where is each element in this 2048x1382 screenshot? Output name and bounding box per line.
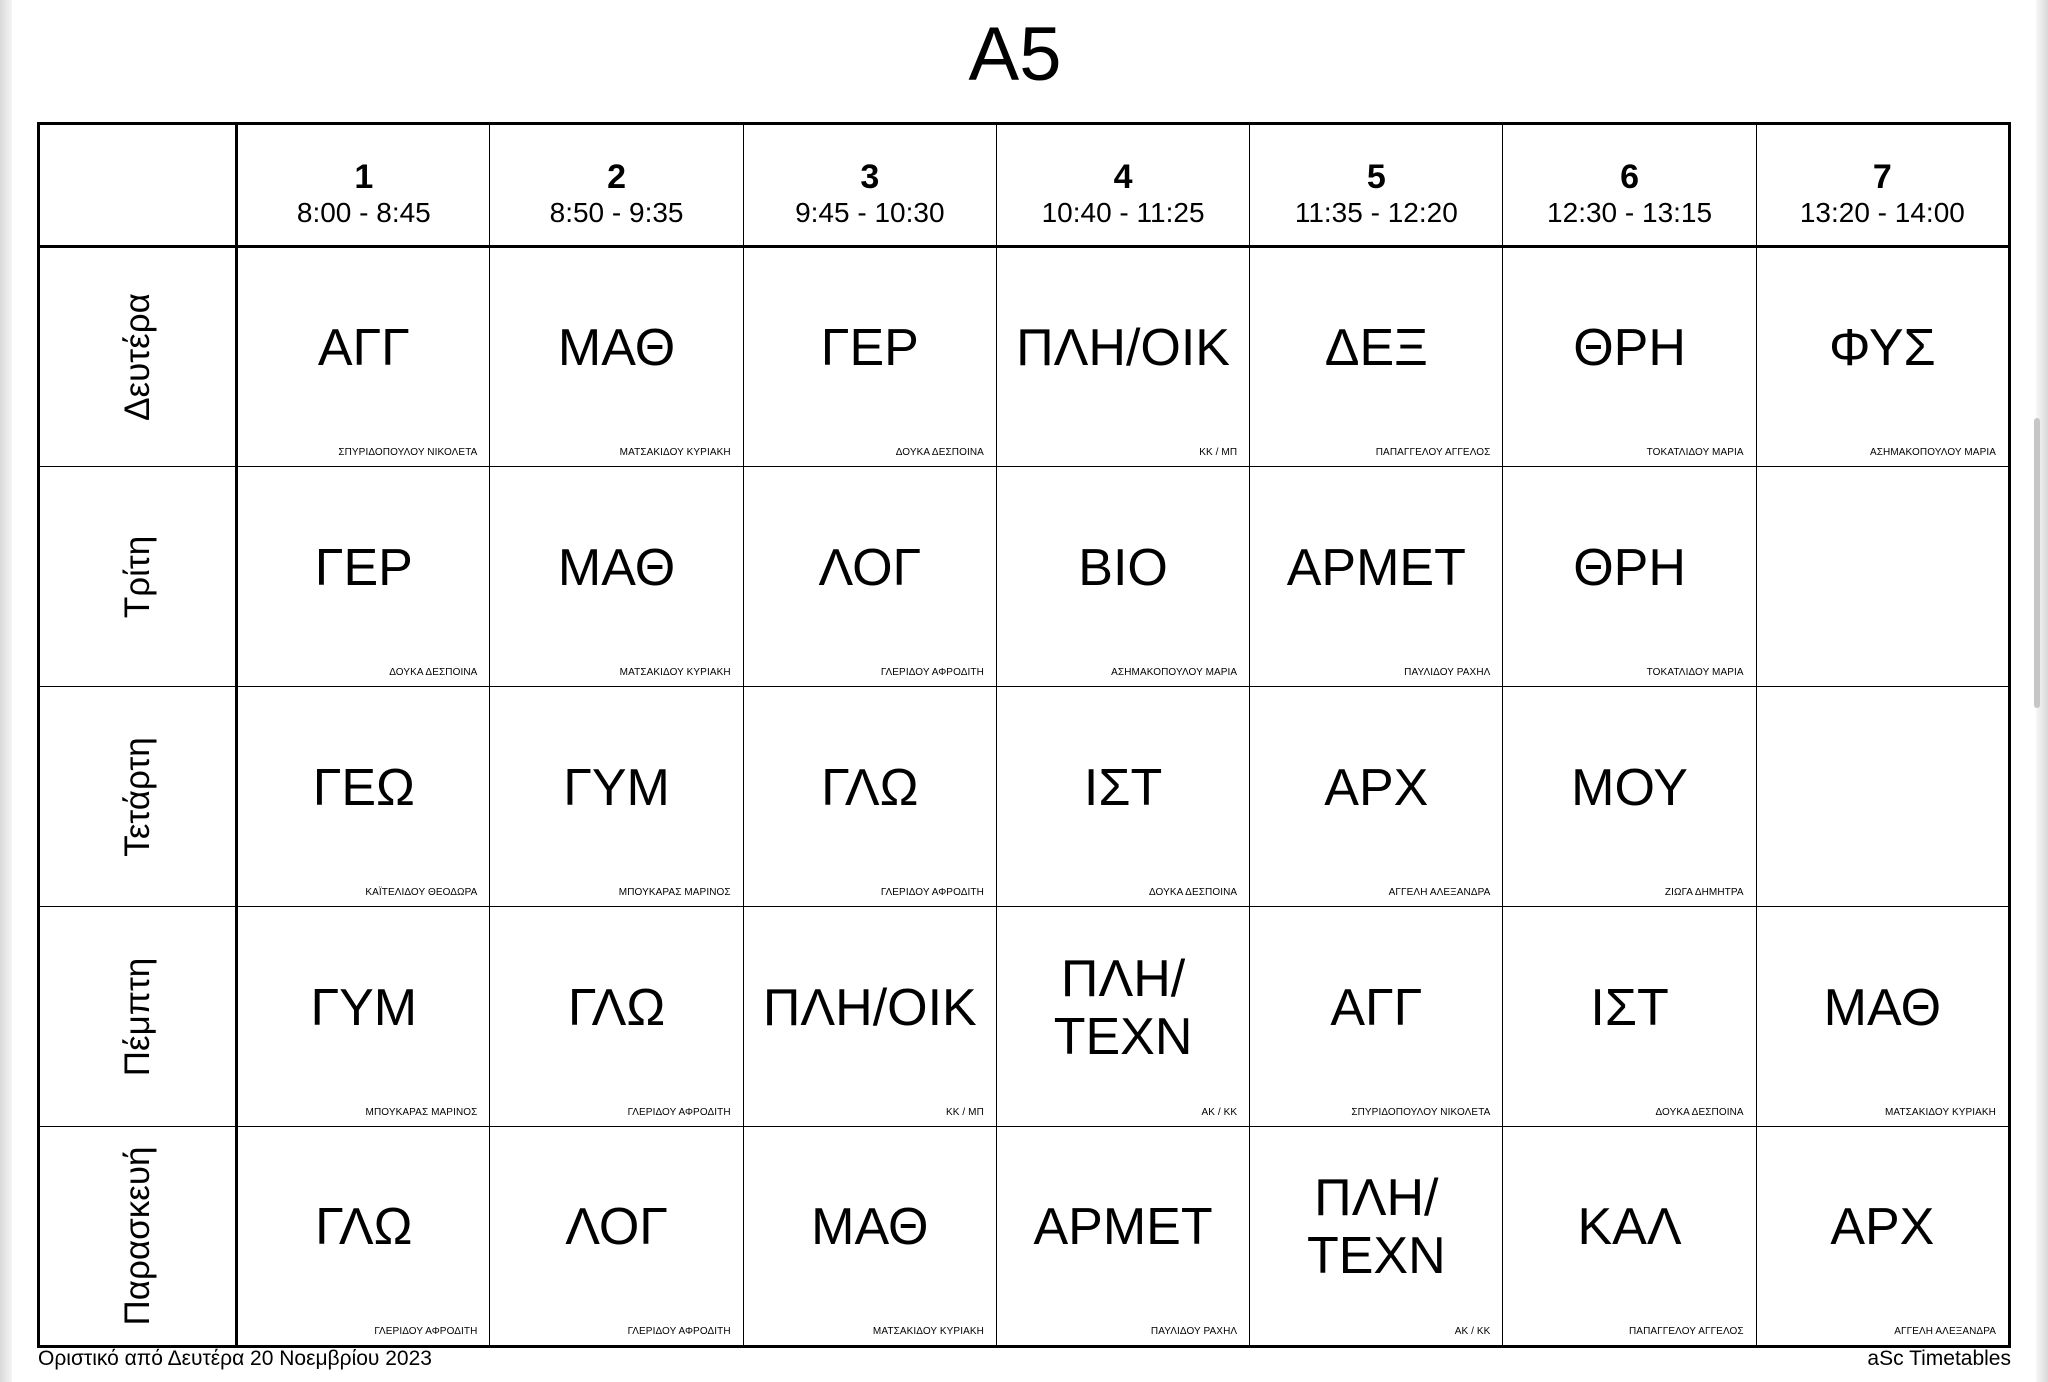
teacher-name: ΣΠΥΡΙΔΟΠΟΥΛΟΥ ΝΙΚΟΛΕΤΑ xyxy=(1351,1107,1491,1118)
subject-code: ΓΥΜ xyxy=(310,978,418,1037)
lesson-cell-empty xyxy=(1756,467,2009,687)
period-time: 13:20 - 14:00 xyxy=(1799,197,1965,228)
teacher-name: ΣΠΥΡΙΔΟΠΟΥΛΟΥ ΝΙΚΟΛΕΤΑ xyxy=(338,447,478,458)
teacher-name: ΓΛΕΡΙΔΟΥ ΑΦΡΟΔΙΤΗ xyxy=(627,1107,731,1118)
lesson-cell xyxy=(996,1127,1249,1347)
period-number: 1 xyxy=(354,158,374,196)
period-header xyxy=(490,124,743,247)
day-label xyxy=(39,1127,237,1347)
subject-code: ΠΛΗ/ΟΙΚ xyxy=(1016,319,1230,377)
lesson-cell xyxy=(1250,907,1503,1127)
subject-code: ΒΙΟ xyxy=(1078,538,1168,597)
teacher-name: ΓΛΕΡΙΔΟΥ ΑΦΡΟΔΙΤΗ xyxy=(374,1326,478,1337)
subject-code: ΚΑΛ xyxy=(1577,1198,1682,1256)
lesson-cell-empty xyxy=(1756,687,2009,907)
subject-code: ΑΡΧ xyxy=(1324,758,1429,817)
lesson-cell xyxy=(1756,1127,2009,1347)
period-header xyxy=(1756,124,2009,247)
lesson-cell xyxy=(490,467,743,687)
subject-code: ΓΕΡ xyxy=(820,319,919,377)
day-name: Πέμπτη xyxy=(117,957,157,1076)
scrollbar-thumb[interactable] xyxy=(2034,418,2040,708)
lesson-cell xyxy=(490,687,743,907)
subject-code: ΛΟΓ xyxy=(565,1198,668,1256)
subject-code: ΜΑΘ xyxy=(1823,978,1942,1037)
lesson-cell xyxy=(1503,467,1756,687)
teacher-name: ΓΛΕΡΙΔΟΥ ΑΦΡΟΔΙΤΗ xyxy=(880,667,984,678)
subject-code: ΠΛΗ/ ΤΕΧΝ xyxy=(1306,1169,1446,1285)
period-header xyxy=(1503,124,1756,247)
teacher-name: ΓΛΕΡΙΔΟΥ ΑΦΡΟΔΙΤΗ xyxy=(880,887,984,898)
subject-code: ΓΛΩ xyxy=(821,758,919,817)
teacher-name: ΜΠΟΥΚΑΡΑΣ ΜΑΡΙΝΟΣ xyxy=(618,887,731,898)
lesson-cell xyxy=(743,687,996,907)
subject-code: ΜΟΥ xyxy=(1571,758,1688,817)
subject-code: ΓΛΩ xyxy=(567,978,666,1037)
teacher-name: ΓΛΕΡΙΔΟΥ ΑΦΡΟΔΙΤΗ xyxy=(627,1326,731,1337)
teacher-name: ΜΑΤΣΑΚΙΔΟΥ ΚΥΡΙΑΚΗ xyxy=(872,1326,984,1337)
lesson-cell xyxy=(490,1127,743,1347)
day-label xyxy=(39,467,237,687)
lesson-cell xyxy=(996,467,1249,687)
teacher-name: ΠΑΥΛΙΔΟΥ ΡΑΧΗΛ xyxy=(1150,1326,1238,1337)
subject-code xyxy=(1757,568,2008,586)
lesson-cell xyxy=(996,907,1249,1127)
day-name: Τετάρτη xyxy=(117,736,157,857)
period-header xyxy=(743,124,996,247)
period-number: 2 xyxy=(607,158,627,196)
teacher-name: ΜΑΤΣΑΚΙΔΟΥ ΚΥΡΙΑΚΗ xyxy=(1884,1107,1996,1118)
period-number: 4 xyxy=(1113,158,1133,196)
teacher-name: ΑΣΗΜΑΚΟΠΟΥΛΟΥ ΜΑΡΙΑ xyxy=(1869,447,1996,458)
teacher-name: ΑΚ / ΚΚ xyxy=(1454,1326,1491,1337)
day-label xyxy=(39,687,237,907)
lesson-cell xyxy=(743,907,996,1127)
teacher-name: ΑΓΓΕΛΗ ΑΛΕΞΑΝΔΡΑ xyxy=(1388,887,1491,898)
teacher-name: ΠΑΠΑΓΓΕΛΟΥ ΑΓΓΕΛΟΣ xyxy=(1375,447,1491,458)
subject-code: ΘΡΗ xyxy=(1573,319,1686,377)
footer-effective-date: Οριστικό από Δευτέρα 20 Νοεμβρίου 2023 xyxy=(38,1347,432,1370)
teacher-name: ΑΣΗΜΑΚΟΠΟΥΛΟΥ ΜΑΡΙΑ xyxy=(1111,667,1238,678)
teacher-name: ΚΚ / ΜΠ xyxy=(1199,447,1238,458)
teacher-name: ΠΑΠΑΓΓΕΛΟΥ ΑΓΓΕΛΟΣ xyxy=(1628,1326,1744,1337)
subject-code: ΜΑΘ xyxy=(811,1198,929,1256)
lesson-cell xyxy=(743,1127,996,1347)
period-number: 6 xyxy=(1620,158,1640,196)
lesson-cell xyxy=(1250,1127,1503,1347)
period-header xyxy=(996,124,1249,247)
teacher-name: ΚΑΪΤΕΛΙΔΟΥ ΘΕΟΔΩΡΑ xyxy=(365,887,478,898)
subject-code: ΜΑΘ xyxy=(557,319,676,377)
subject-code: ΓΕΡ xyxy=(314,538,413,597)
subject-code: ΙΣΤ xyxy=(1083,758,1163,817)
subject-code: ΓΕΩ xyxy=(312,758,415,817)
teacher-name: ΑΓΓΕΛΗ ΑΛΕΞΑΝΔΡΑ xyxy=(1894,1326,1996,1337)
lesson-cell xyxy=(1756,907,2009,1127)
subject-code: ΓΥΜ xyxy=(563,758,670,817)
lesson-cell xyxy=(1756,247,2009,467)
lesson-cell xyxy=(743,467,996,687)
subject-code: ΜΑΘ xyxy=(557,538,676,597)
day-row-tuesday xyxy=(39,467,2010,687)
timetable-grid xyxy=(37,122,2011,1348)
lesson-cell xyxy=(996,687,1249,907)
day-label xyxy=(39,247,237,467)
subject-code xyxy=(1757,788,2008,806)
page-title: A5 xyxy=(968,12,1062,97)
lesson-cell xyxy=(1503,247,1756,467)
teacher-name: ΖΙΩΓΑ ΔΗΜΗΤΡΑ xyxy=(1664,887,1744,898)
period-time: 12:30 - 13:15 xyxy=(1547,197,1713,228)
lesson-cell xyxy=(490,907,743,1127)
teacher-name: ΚΚ / ΜΠ xyxy=(946,1107,984,1118)
footer-brand: aSc Timetables xyxy=(1867,1347,2011,1370)
lesson-cell xyxy=(237,907,490,1127)
subject-code: ΙΣΤ xyxy=(1590,978,1669,1037)
day-name: Τρίτη xyxy=(117,535,157,618)
lesson-cell xyxy=(237,1127,490,1347)
day-name: Δευτέρα xyxy=(117,293,157,421)
period-header xyxy=(237,124,490,247)
lesson-cell xyxy=(743,247,996,467)
teacher-name: ΠΑΥΛΙΔΟΥ ΡΑΧΗΛ xyxy=(1404,667,1491,678)
subject-code: ΑΡΧ xyxy=(1830,1198,1935,1256)
period-number: 7 xyxy=(1872,158,1892,196)
lesson-cell xyxy=(1250,467,1503,687)
lesson-cell xyxy=(1503,1127,1756,1347)
day-name: Παρασκευή xyxy=(117,1146,157,1326)
subject-code: ΔΕΞ xyxy=(1324,319,1428,377)
period-time: 11:35 - 12:20 xyxy=(1294,197,1458,228)
lesson-cell xyxy=(490,247,743,467)
lesson-cell xyxy=(1250,687,1503,907)
subject-code: ΠΛΗ/ ΤΕΧΝ xyxy=(1053,949,1193,1066)
day-row-thursday xyxy=(39,907,2010,1127)
subject-code: ΑΡΜΕΤ xyxy=(1286,538,1466,597)
teacher-name: ΑΚ / ΚΚ xyxy=(1201,1107,1238,1118)
lesson-cell xyxy=(237,467,490,687)
subject-code: ΑΓΓ xyxy=(317,319,410,377)
teacher-name: ΤΟΚΑΤΛΙΔΟΥ ΜΑΡΙΑ xyxy=(1646,447,1744,458)
lesson-cell xyxy=(996,247,1249,467)
period-header-row xyxy=(39,124,2010,247)
teacher-name: ΔΟΥΚΑ ΔΕΣΠΟΙΝΑ xyxy=(389,667,478,678)
subject-code: ΦΥΣ xyxy=(1829,319,1936,377)
lesson-cell xyxy=(1250,247,1503,467)
day-row-wednesday xyxy=(39,687,2010,907)
teacher-name: ΔΟΥΚΑ ΔΕΣΠΟΙΝΑ xyxy=(895,447,984,458)
day-label xyxy=(39,907,237,1127)
lesson-cell xyxy=(237,687,490,907)
lesson-cell xyxy=(1503,687,1756,907)
period-number: 5 xyxy=(1366,158,1386,196)
subject-code: ΛΟΓ xyxy=(818,538,922,597)
subject-code: ΑΓΓ xyxy=(1330,978,1423,1037)
teacher-name: ΜΠΟΥΚΑΡΑΣ ΜΑΡΙΝΟΣ xyxy=(365,1107,478,1118)
period-header xyxy=(1250,124,1503,247)
day-row-monday xyxy=(39,247,2010,467)
teacher-name: ΜΑΤΣΑΚΙΔΟΥ ΚΥΡΙΑΚΗ xyxy=(619,667,731,678)
period-time: 8:50 - 9:35 xyxy=(549,197,684,228)
subject-code: ΓΛΩ xyxy=(315,1198,413,1256)
period-time: 8:00 - 8:45 xyxy=(296,197,431,228)
subject-code: ΑΡΜΕΤ xyxy=(1033,1198,1213,1256)
period-time: 10:40 - 11:25 xyxy=(1041,197,1205,228)
lesson-cell xyxy=(1503,907,1756,1127)
teacher-name: ΤΟΚΑΤΛΙΔΟΥ ΜΑΡΙΑ xyxy=(1646,667,1744,678)
day-row-friday xyxy=(39,1127,2010,1347)
teacher-name: ΜΑΤΣΑΚΙΔΟΥ ΚΥΡΙΑΚΗ xyxy=(619,447,731,458)
page-left-edge xyxy=(0,0,12,1382)
subject-code: ΘΡΗ xyxy=(1573,538,1686,597)
period-number: 3 xyxy=(860,158,880,196)
period-time: 9:45 - 10:30 xyxy=(795,197,945,228)
teacher-name: ΔΟΥΚΑ ΔΕΣΠΟΙΝΑ xyxy=(1655,1107,1744,1118)
header-corner xyxy=(39,124,237,247)
subject-code: ΠΛΗ/ΟΙΚ xyxy=(762,978,977,1037)
lesson-cell xyxy=(237,247,490,467)
teacher-name: ΔΟΥΚΑ ΔΕΣΠΟΙΝΑ xyxy=(1148,887,1238,898)
